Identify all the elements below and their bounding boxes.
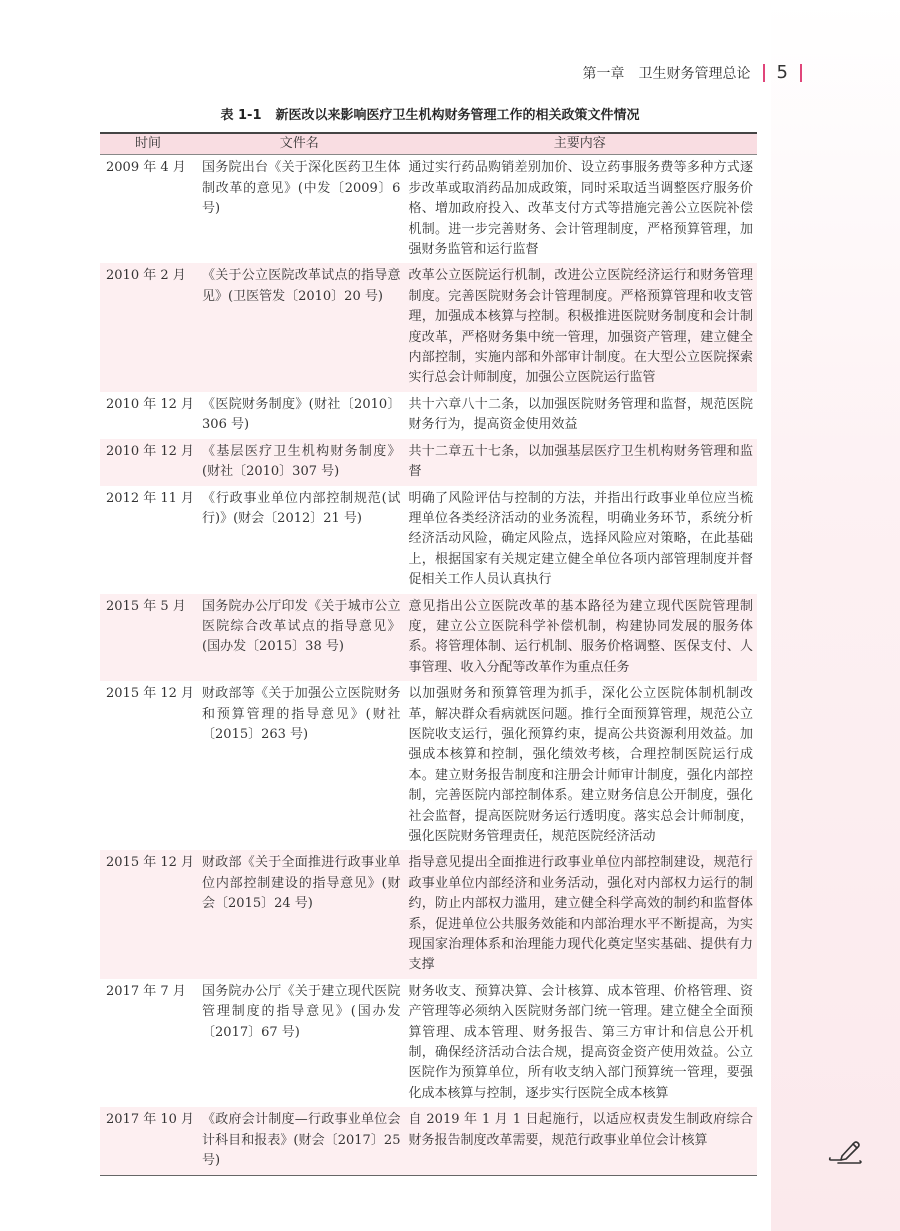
cell-time: 2017 年 7 月: [106, 983, 186, 999]
cell-time: 2010 年 2 月: [100, 263, 196, 391]
cell-document-name: 国务院办公厅印发《关于城市公立医院综合改革试点的指导意见》(国办发〔2015〕38 号): [196, 594, 402, 682]
cell-time: 2015 年 12 月: [100, 850, 196, 978]
cell-main-content: 财务收支、预算决算、会计核算、成本管理、价格管理、资产管理等必须纳入医院财务部门统一管理。建立健全全面预算管理、成本管理、财务报告、第三方审计和信息公开机制，确保经济活动合法合规，提高资金资产使用效益。公立医院作为预算单位，所有收支纳入部门预算统一管理，要强化成本核算与控制，逐步实行医院全成本核算: [408, 983, 753, 1101]
cell-main-content: 以加强财务和预算管理为抓手，深化公立医院体制机制改革，解决群众看病就医问题。推行全面预算管理，规范公立医院收支运行，强化预算约束，提高公共资源利用效益。加强成本核算和控制，强化绩效考核，合理控制医院运行成本。建立财务报告制度和注册会计师审计制度，强化内部控制，完善医院内部控制体系。建立财务信息公开制度，强化社会监督，提高医院财务运行透明度。落实总会计师制度，强化医院财务管理责任，规范医院经济活动: [408, 686, 753, 844]
policy-table: [100, 132, 757, 1176]
divider: [763, 64, 765, 82]
cell-main-content: 意见指出公立医院改革的基本路径为建立现代医院管理制度，建立公立医院科学补偿机制，构建协同发展的服务体系。将管理体制、运行机制、服务价格调整、医保支付、人事管理、收入分配等改革作为重点任务: [402, 594, 757, 682]
table-row: [100, 594, 757, 682]
cell-document-name: 《基层医疗卫生机构财务制度》(财社〔2010〕307 号): [196, 439, 402, 486]
column-header-content: 主要内容: [402, 133, 757, 155]
cell-document-name: 国务院出台《关于深化医药卫生体制改革的意见》(中发〔2009〕6 号): [202, 160, 401, 217]
cell-document-name: 财政部等《关于加强公立医院财务和预算管理的指导意见》(财社〔2015〕263 号): [202, 686, 401, 742]
column-header-time: 时间: [100, 133, 196, 155]
cell-document-name: 《医院财务制度》(财社〔2010〕306 号): [202, 396, 401, 433]
cell-time: 2010 年 12 月: [100, 439, 196, 486]
table-row: [100, 439, 757, 486]
pen-note-icon: [828, 1138, 868, 1168]
cell-main-content: 共十六章八十二条，以加强医院财务管理和监督，规范医院财务行为，提高资金使用效益: [408, 396, 753, 433]
divider: [800, 64, 802, 82]
cell-time: 2012 年 11 月: [106, 490, 195, 506]
cell-document-name: 《关于公立医院改革试点的指导意见》(卫医管发〔2010〕20 号): [196, 263, 402, 391]
cell-time: 2010 年 12 月: [106, 396, 195, 412]
cell-main-content: 明确了风险评估与控制的方法，并指出行政事业单位应当梳理单位各类经济活动的业务流程，明确业务环节，系统分析经济活动风险，确定风险点，选择风险应对策略，在此基础上，根据国家有关规定建立健全单位各项内部管理制度并督促相关工作人员认真执行: [408, 490, 753, 588]
cell-document-name: 《政府会计制度—行政事业单位会计科目和报表》(财会〔2017〕25 号): [196, 1107, 402, 1175]
chapter-title: 卫生财务管理总论: [638, 65, 751, 82]
column-header-name: 文件名: [196, 133, 402, 155]
cell-time: 2015 年 12 月: [106, 686, 195, 702]
table-title: 新医改以来影响医疗卫生机构财务管理工作的相关政策文件情况: [275, 108, 640, 123]
cell-time: 2015 年 5 月: [100, 594, 196, 682]
table-row: [100, 979, 757, 1107]
cell-main-content: 共十二章五十七条，以加强基层医疗卫生机构财务管理和监督: [402, 439, 757, 486]
cell-main-content: 通过实行药品购销差别加价、设立药事服务费等多种方式逐步改革或取消药品加成政策，同时采取适当调整医疗服务价格、增加政府投入、改革支付方式等措施完善公立医院补偿机制。进一步完善财务、会计管理制度，严格预算管理，加强财务监管和运行监督: [408, 160, 753, 258]
table-row: [100, 1107, 757, 1175]
table-caption: [0, 104, 860, 123]
cell-time: 2017 年 10 月: [100, 1107, 196, 1175]
cell-main-content: 改革公立医院运行机制，改进公立医院经济运行和财务管理制度。完善医院财务会计管理制度。严格预算管理和收支管理，加强成本核算与控制。积极推进医院财务制度和会计制度改革，严格财务集中统一管理，加强资产管理，建立健全内部控制，实施内部和外部审计制度。在大型公立医院探索实行总会计师制度，加强公立医院运行监管: [402, 263, 757, 391]
cell-document-name: 国务院办公厅《关于建立现代医院管理制度的指导意见》(国办发〔2017〕67 号): [202, 983, 401, 1040]
table-number: 表 1-1: [220, 108, 262, 123]
cell-document-name: 《行政事业单位内部控制规范(试行)》(财会〔2012〕21 号): [202, 490, 401, 526]
cell-main-content: 指导意见提出全面推进行政事业单位内部控制建设，规范行政事业单位内部经济和业务活动，强化对内部权力运行的制约，防止内部权力滥用，建立健全科学高效的制约和监督体系，促进单位公共服务效能和内部治理水平不断提高，为实现国家治理体系和治理能力现代化奠定坚实基础、提供有力支撑: [402, 850, 757, 978]
table-row: [100, 155, 757, 264]
table-row: [100, 850, 757, 978]
table-row: [100, 263, 757, 391]
page-margin-strip: [771, 0, 900, 1231]
table-row: [100, 486, 757, 594]
cell-document-name: 财政部《关于全面推进行政事业单位内部控制建设的指导意见》(财会〔2015〕24 号): [196, 850, 402, 978]
table-header-row: [100, 133, 757, 155]
running-header: [583, 62, 814, 83]
cell-time: 2009 年 4 月: [106, 160, 186, 176]
page-number: 5: [776, 62, 788, 83]
table-row: [100, 681, 757, 850]
chapter-label: 第一章: [582, 65, 625, 82]
cell-main-content: 自 2019 年 1 月 1 日起施行，以适应权责发生制政府综合财务报告制度改革需要，规范行政事业单位会计核算: [402, 1107, 757, 1175]
table-row: [100, 392, 757, 439]
